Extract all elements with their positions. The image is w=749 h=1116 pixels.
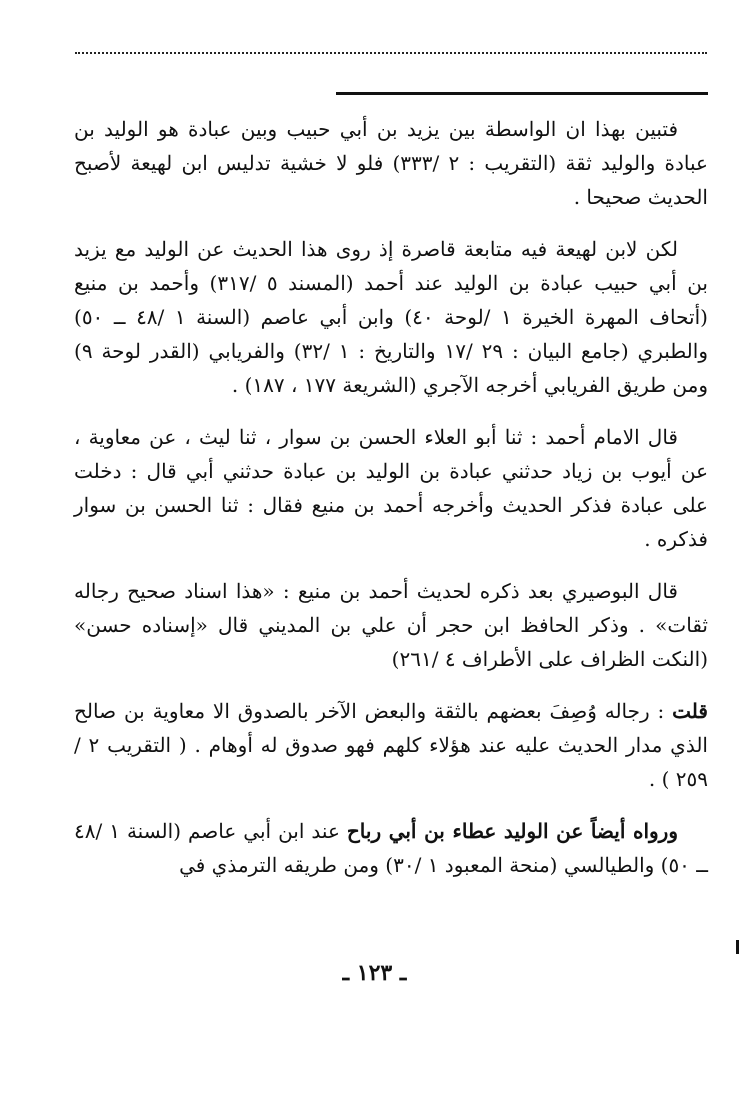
page-number: ـ ١٢٣ ـ [342, 960, 407, 986]
paragraph-5-text: : رجاله وُصِفَ بعضهم بالثقة والبعض الآخر بالصدوق الا معاوية بن صالح الذي مدار الحديث عليه عند هؤلاء كلهم فهو صدوق له أوهام . ( التقريب ٢ /٢٥٩ ) . [74, 699, 708, 791]
paragraph-3 [74, 420, 708, 556]
paragraph-2-text: لكن لابن لهيعة فيه متابعة قاصرة إذ روى هذا الحديث عن الوليد مع يزيد بن أبي حبيب عبادة بن الوليد عند أحمد (المسند ٥ /٣١٧) وأحمد بن منيع (أتحاف المهرة الخيرة ١ /لوحة ٤٠) وابن أبي عاصم (السنة ١ /٤٨ ــ ٥٠) والطبري (جامع البيان : ٢٩ /١٧ والتاريخ : ١ /٣٢) والفريابي (القدر لوحة ٩) ومن طريق الفريابي أخرجه الآجري (الشريعة ١٧٧ ، ١٨٧) . [74, 237, 708, 397]
margin-mark [736, 940, 739, 954]
paragraph-6 [74, 814, 708, 882]
paragraph-4-text: قال البوصيري بعد ذكره لحديث أحمد بن منيع : «هذا اسناد صحيح رجاله ثقات» . وذكر الحافظ ابن حجر أن علي بن المديني قال «إسناده حسن» (النكت الظراف على الأطراف ٤ /٢٦١) [74, 579, 708, 671]
paragraph-3-text: قال الامام أحمد : ثنا أبو العلاء الحسن بن سوار ، ثنا ليث ، عن معاوية ، عن أيوب بن زياد حدثني عبادة بن الوليد بن عبادة حدثني أبي قال : دخلت على عبادة فذكر الحديث وأخرجه أحمد بن منيع فقال : ثنا الحسن بن سوار فذكره . [74, 425, 708, 551]
paragraph-2 [74, 232, 708, 402]
paragraph-4 [74, 574, 708, 676]
paragraph-5-lead: قلت [672, 699, 708, 723]
page-body [74, 112, 708, 900]
paragraph-6-text: عند ابن أبي عاصم (السنة ١ /٤٨ ــ ٥٠) والطيالسي (منحة المعبود ١ /٣٠) ومن طريقه الترمذي في [74, 819, 708, 877]
paragraph-1 [74, 112, 708, 214]
header-rule [336, 92, 708, 95]
dotted-separator [75, 52, 707, 54]
paragraph-6-lead: ورواه أيضاً عن الوليد عطاء بن أبي رباح [346, 819, 679, 843]
paragraph-1-text: فتبين بهذا ان الواسطة بين يزيد بن أبي حبيب وبين عبادة هو الوليد بن عبادة والوليد ثقة (التقريب : ٢ /٣٣٣) فلو لا خشية تدليس ابن لهيعة لأصبح الحديث صحيحا . [74, 117, 708, 209]
paragraph-5 [74, 694, 708, 796]
